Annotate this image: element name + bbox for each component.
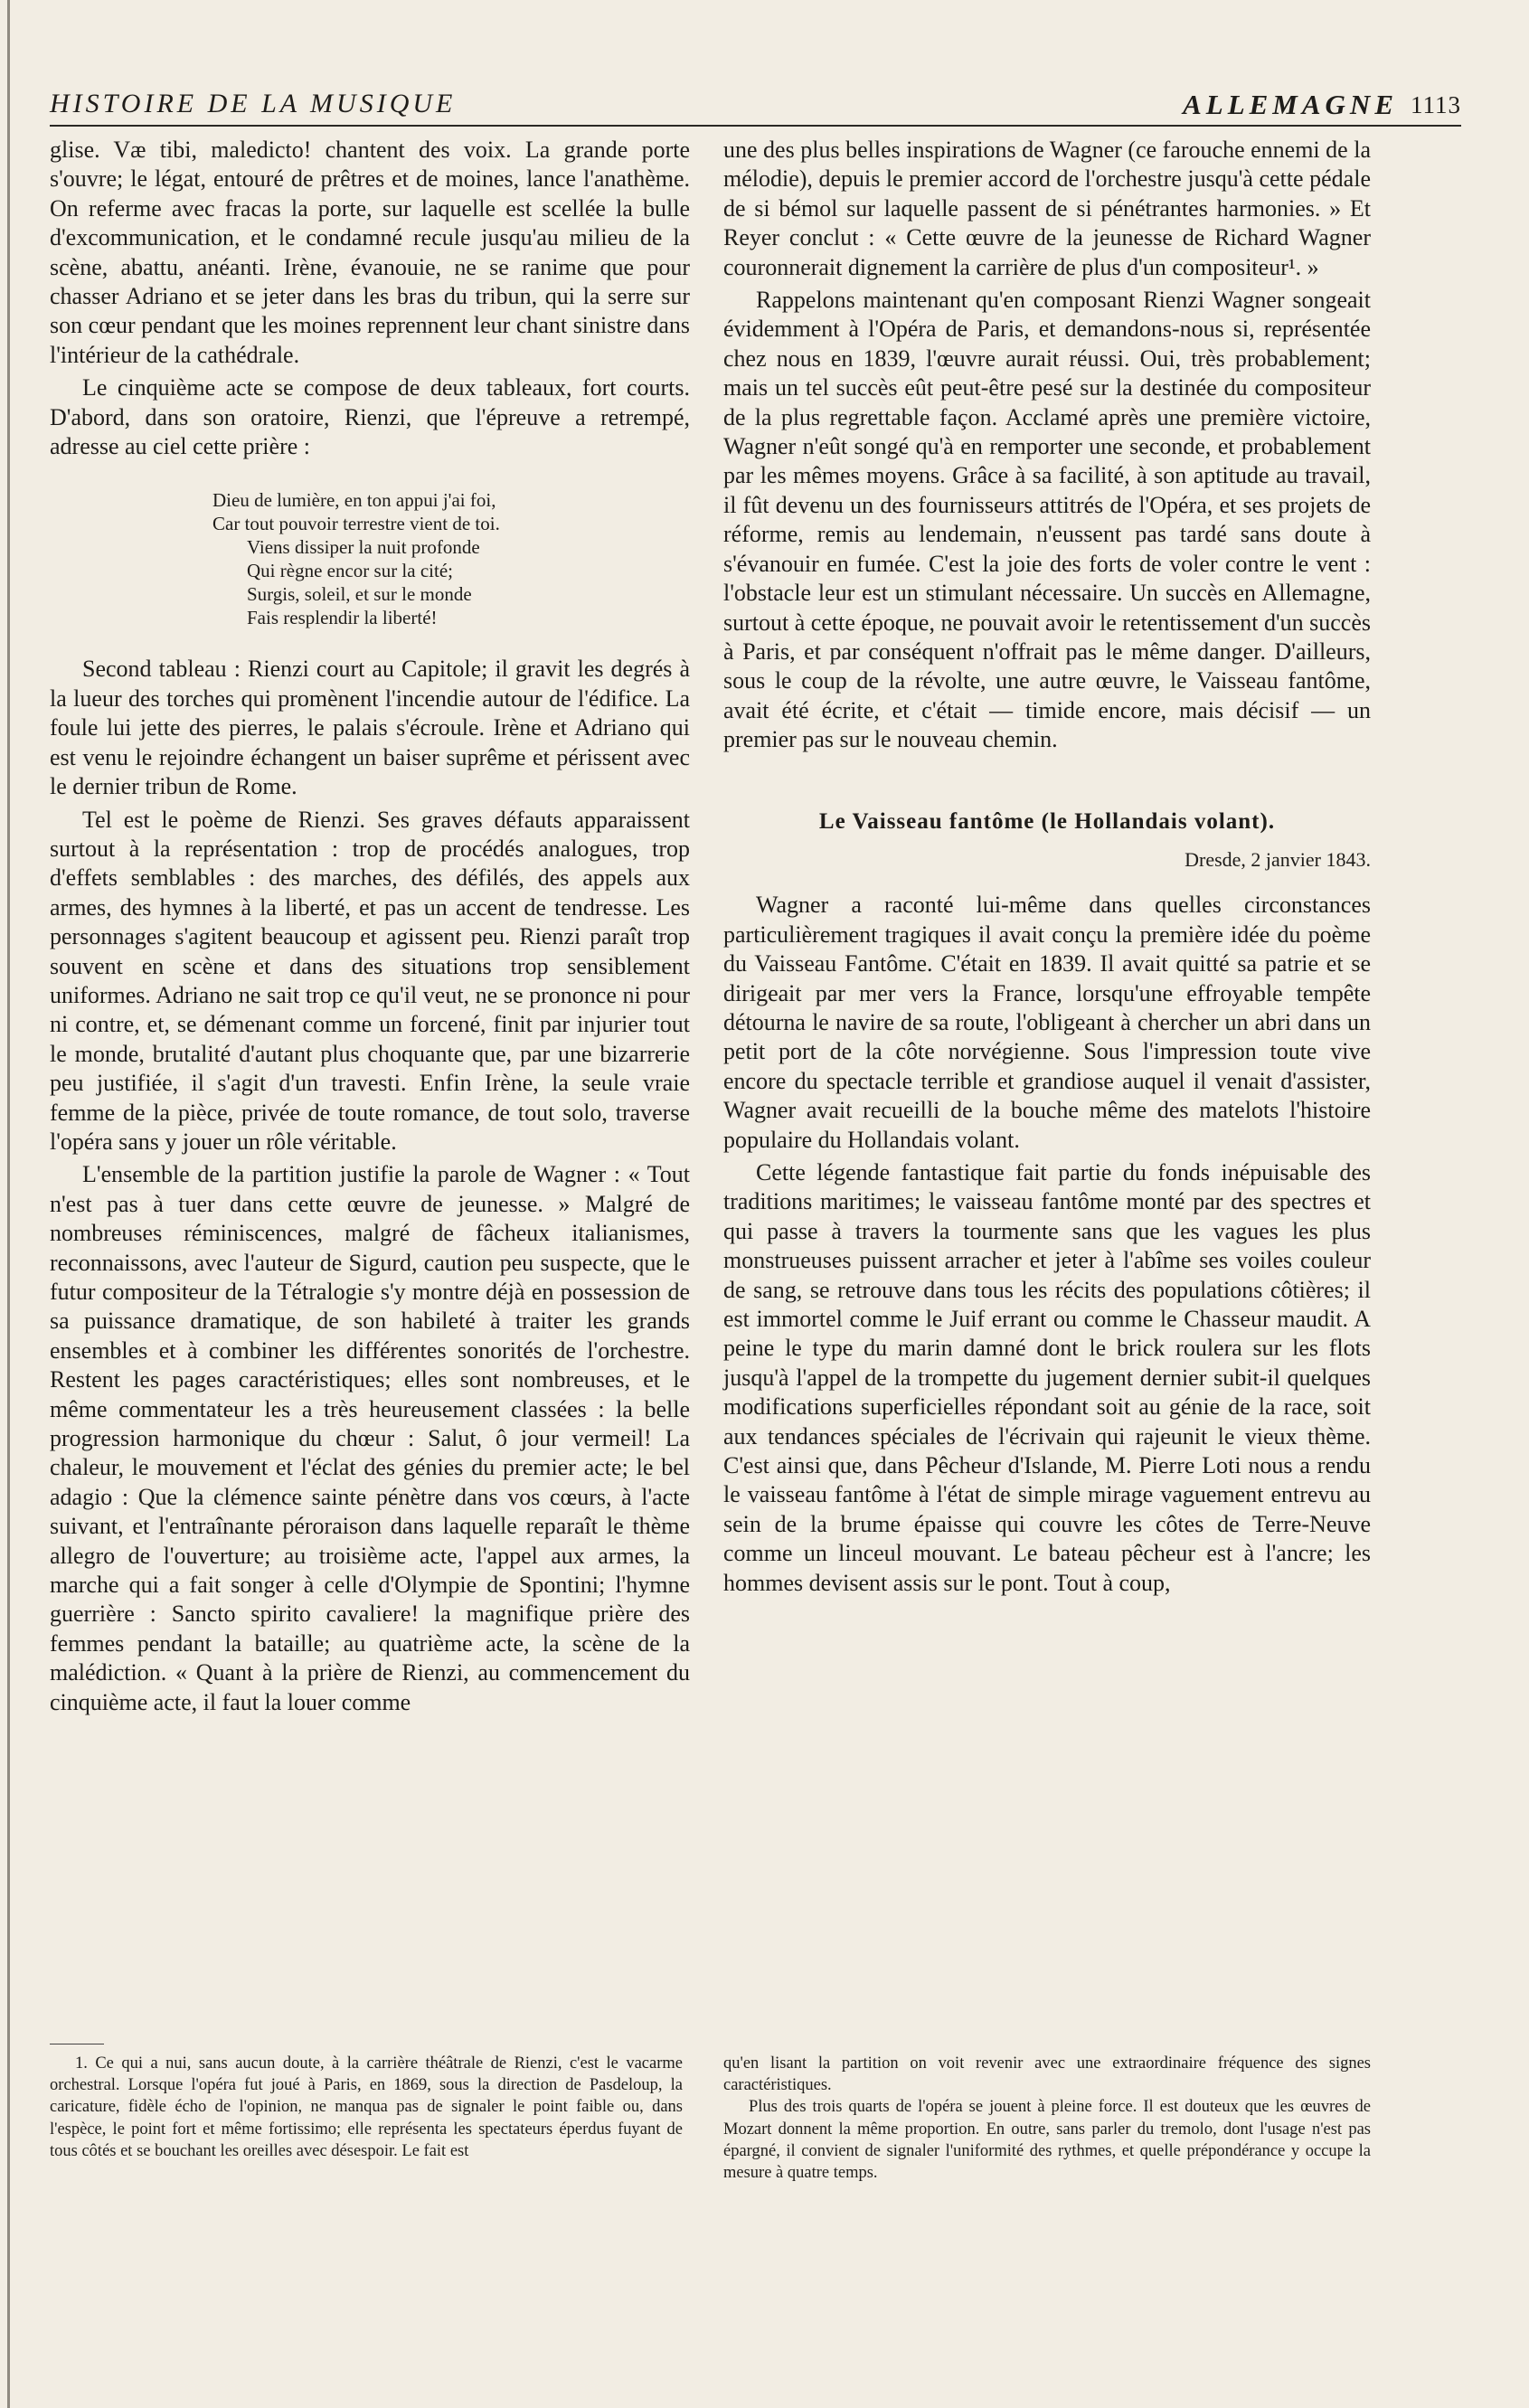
header-book-title: HISTOIRE DE LA MUSIQUE bbox=[50, 89, 457, 118]
paragraph: une des plus belles inspirations de Wagner (ce farouche ennemi de la mélodie), depuis le premier accord de l'orchestre jusqu'à cette pédale de si bémol sur laquelle passent de si pénétrantes harmonies. » Et Reyer conclut : « Cette œuvre de la jeunesse de Richard Wagner couronnerait dignement la carrière de plus d'un compositeur¹. » bbox=[723, 137, 1371, 280]
verse-line: Qui règne encor sur la cité; bbox=[247, 560, 453, 582]
footnote: qu'en lisant la partition on voit revenir avec une extraordinaire fréquence des signes caractéristiques. bbox=[723, 2054, 1371, 2095]
paragraph: Le cinquième acte se compose de deux tableaux, fort courts. D'abord, dans son oratoire, Rienzi, que l'épreuve a retrempé, adresse au ciel cette prière : bbox=[50, 374, 690, 460]
page-number: 1113 bbox=[1411, 91, 1461, 118]
footnotes-left bbox=[50, 2053, 683, 2162]
footnote: Plus des trois quarts de l'opéra se jouent à pleine force. Il est douteux que les œuvres de Mozart donnent la même proportion. En outre, sans parler du tremolo, dont l'usage n'est pas épargné, il convient de signaler l'uniformité des rythmes, et quelle prépondérance y occupe la mesure à quatre temps. bbox=[723, 2098, 1371, 2183]
verse-line: Dieu de lumière, en ton appui j'ai foi, bbox=[212, 489, 496, 512]
running-header bbox=[50, 89, 1461, 127]
verse-line: Fais resplendir la liberté! bbox=[247, 607, 438, 629]
page-binding-edge bbox=[7, 0, 10, 2408]
verse-line: Car tout pouvoir terrestre vient de toi. bbox=[212, 513, 500, 535]
footnote: 1. Ce qui a nui, sans aucun doute, à la carrière théâtrale de Rienzi, c'est le vacarme orchestral. Lorsque l'opéra fut joué à Paris, en 1869, sous la direction de Pasdeloup, la caricature, fidèle écho de l'opinion, ne manqua pas de signaler le point faible ou, dans l'espèce, le point fort et même fortissimo; elle représenta les spectateurs éperdus fuyant de tous côtés et se bouchant les oreilles avec désespoir. Le fait est bbox=[50, 2054, 683, 2160]
paragraph: L'ensemble de la partition justifie la parole de Wagner : « Tout n'est pas à tuer dans cette œuvre de jeunesse. » Malgré de nombreuses réminiscences, malgré de fâcheux italianismes, reconnaissons, avec l'auteur de Sigurd, caution peu suspecte, que le futur compositeur de la Tétralogie s'y montre déjà en possession de sa puissance dramatique, de son habileté à traiter les grands ensembles et à combiner les différentes sonorités de l'orchestre. Restent les pages caractéristiques; elles sont nombreuses, et le même commentateur les a très heureusement classées : la belle progression harmonique du chœur : Salut, ô jour vermeil! La chaleur, le mouvement et l'éclat des génies du premier acte; le bel adagio : Que la clémence sainte pénètre dans vos cœurs, à l'acte suivant, et l'entraînante péroraison dans laquelle reparaît le thème allegro de l'ouverture; au troisième acte, l'appel aux armes, la marche qui a fait songer à celle d'Olympie de Spontini; l'hymne guerrière : Sancto spirito cavaliere! la magnifique prière des femmes pendant la bataille; au quatrième acte, la scène de la malédiction. « Quant à la prière de Rienzi, au commencement du cinquième acte, il faut la louer comme bbox=[50, 1161, 690, 1715]
paragraph: Cette légende fantastique fait partie du fonds inépuisable des traditions maritimes; le vaisseau fantôme monté par des spectres et qui passe à travers la tourmente sans que les vagues les plus monstrueuses puissent arracher et jeter à l'abîme ses voiles couleur de sang, se retrouve dans tous les récits des populations côtières; il est immortel comme le Juif errant ou comme le Chasseur maudit. A peine le type du marin damné dont le brick roulera sur les flots jusqu'à l'appel de la trompette du jugement dernier subit-il quelques modifications superficielles répondant soit au génie de la race, soit aux tendances spéciales de l'écrivain qui rajeunit le vieux thème. C'est ainsi que, dans Pêcheur d'Islande, M. Pierre Loti nous a rendu le vaisseau fantôme à l'état de simple mirage vaguement entrevu au sein de la brume épaisse qui couvre les côtes de Terre-Neuve comme un linceul mouvant. Le bateau pêcheur est à l'ancre; les hommes devisent assis sur le pont. Tout à coup, bbox=[723, 1159, 1371, 1596]
paragraph: Rappelons maintenant qu'en composant Rienzi Wagner songeait évidemment à l'Opéra de Paris, et demandons-nous si, représentée chez nous en 1839, l'œuvre aurait réussi. Oui, très probablement; mais un tel succès eût peut-être pesé sur la destinée du compositeur de la plus regrettable façon. Acclamé après une première victoire, Wagner n'eût songé qu'à en remporter une seconde, et probablement par les mêmes moyens. Grâce à sa facilité, à son aptitude au travail, il fût devenu un des fournisseurs attitrés de l'Opéra, et ses projets de réforme, remis au lendemain, n'eussent pas tardé sans doute à s'évanouir en fumée. C'est la joie des forts de voler contre le vent : l'obstacle leur est un stimulant nécessaire. Un succès en Allemagne, surtout à cette époque, ne pouvait avoir le retentissement d'un succès à Paris, et par conséquent n'offrait pas le même danger. D'ailleurs, sous le coup de la révolte, une autre œuvre, le Vaisseau fantôme, avait été écrite, et c'était — timide encore, mais décisif — un premier pas sur le nouveau chemin. bbox=[723, 287, 1371, 753]
verse-line: Viens dissiper la nuit profonde bbox=[247, 536, 480, 559]
paragraph: glise. Væ tibi, maledicto! chantent des voix. La grande porte s'ouvre; le légat, entouré de prêtres et de moines, lance l'anathème. On referme avec fracas la porte, sur laquelle est scellée la bulle d'excommunication, et le condamné recule jusqu'au milieu de la scène, abattu, anéanti. Irène, évanouie, ne se ranime que pour chasser Adriano et se jeter dans les bras du tribun, qui la serre sur son cœur pendant que les moines reprennent leur chant sinistre dans l'intérieur de la cathédrale. bbox=[50, 137, 690, 368]
left-column bbox=[50, 136, 690, 1717]
paragraph: Wagner a raconté lui-même dans quelles circonstances particulièrement tragiques il avait conçu la première idée du poème du Vaisseau Fantôme. C'était en 1839. Il avait quitté sa patrie et se dirigeait par mer vers la France, lorsqu'une effroyable tempête détourna le navire de sa route, l'obligeant à chercher un abri dans un petit port de la côte norvégienne. Sous l'impression toute vive encore du spectacle terrible et grandiose auquel il venait d'assister, Wagner avait recueilli de la bouche même des matelots l'histoire populaire du Hollandais volant. bbox=[723, 892, 1371, 1153]
prayer-verse bbox=[212, 488, 690, 629]
right-column bbox=[723, 136, 1371, 1598]
verse-line: Surgis, soleil, et sur le monde bbox=[247, 583, 472, 606]
header-chapter-title: ALLEMAGNE bbox=[1183, 89, 1398, 120]
paragraph: Second tableau : Rienzi court au Capitole; il gravit les degrés à la lueur des torches qui promènent l'incendie autour de l'édifice. La foule lui jette des pierres, le palais s'écroule. Irène et Adriano qui est venu le rejoindre échangent un baiser suprême et périssent avec le dernier tribun de Rome. bbox=[50, 656, 690, 800]
footnotes-right bbox=[723, 2053, 1371, 2184]
paragraph: Tel est le poème de Rienzi. Ses graves défauts apparaissent surtout à la représentation : trop de procédés analogues, trop d'effets semblables : des marches, des défilés, des appels aux armes, des hymnes à la liberté, et pas un accent de tendresse. Les personnages s'agitent beaucoup et agissent peu. Rienzi paraît trop souvent en scène et dans des situations trop sensiblement uniformes. Adriano ne sait trop ce qu'il veut, ne se prononce ni pour ni contre, et, se démenant comme un forcené, finit par injurier tout le monde, brutalité d'autant plus choquante que, par une bizarrerie peu justifiée, il s'agit d'un travesti. Enfin Irène, la seule vraie femme de la pièce, privée de toute romance, de tout solo, traverse l'opéra sans y jouer un rôle véritable. bbox=[50, 806, 690, 1155]
premiere-date: Dresde, 2 janvier 1843. bbox=[1185, 847, 1371, 871]
section-heading: Le Vaisseau fantôme (le Hollandais volant). bbox=[818, 808, 1276, 834]
